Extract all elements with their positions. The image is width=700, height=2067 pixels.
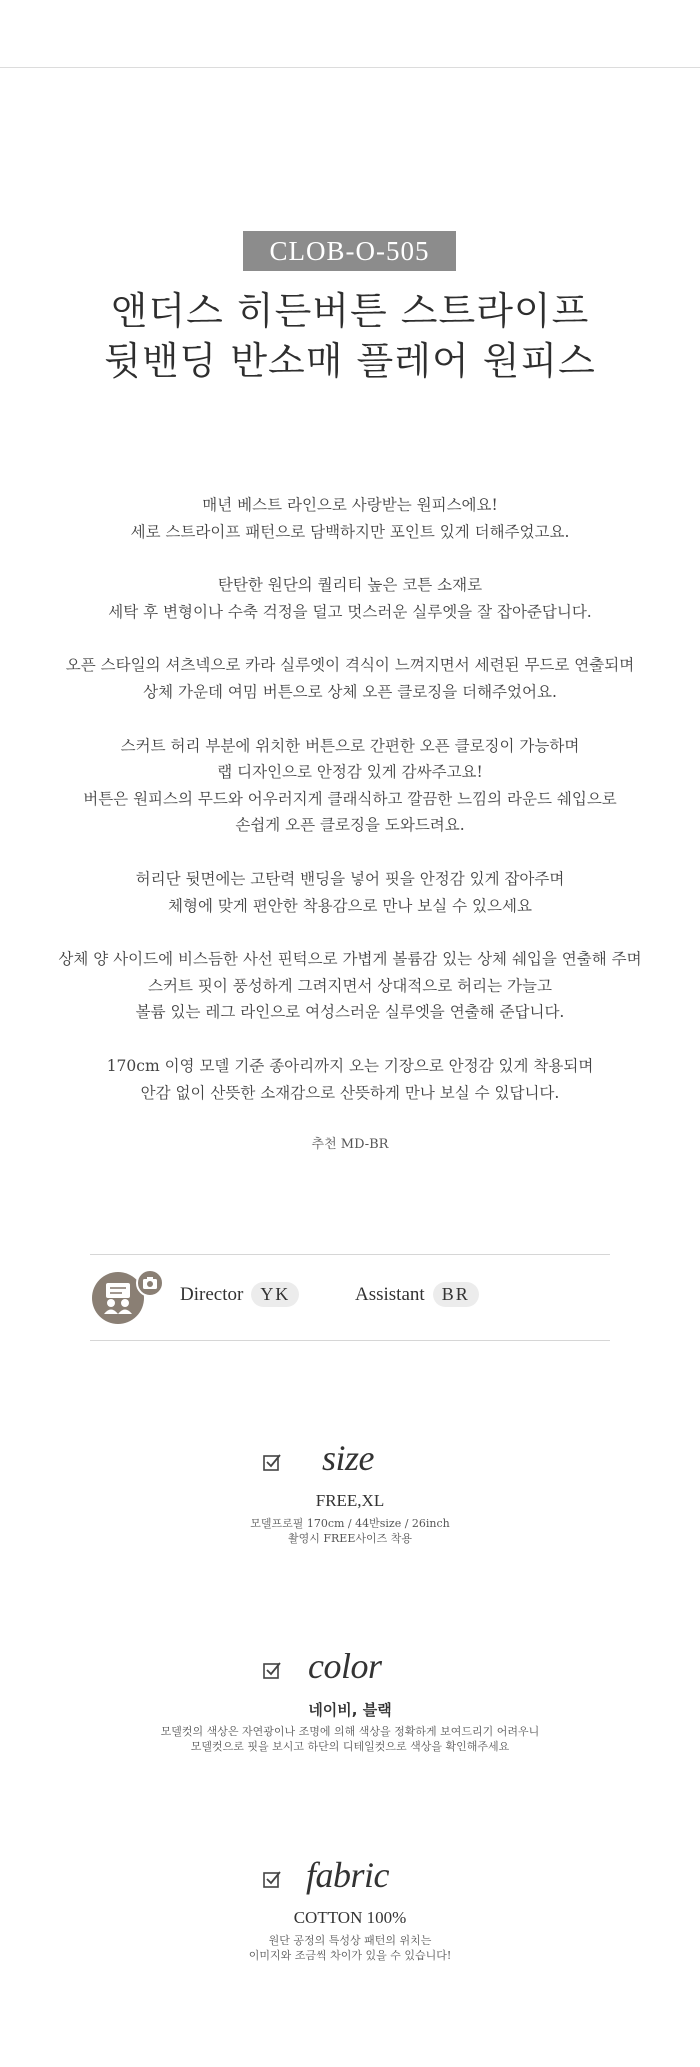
staff-divider-bottom bbox=[90, 1340, 610, 1341]
description-line: 안감 없이 산뜻한 소재감으로 산뜻하게 만나 보실 수 있답니다. bbox=[140, 1083, 560, 1102]
fabric-notes bbox=[0, 1933, 700, 1963]
product-title bbox=[0, 286, 700, 386]
assistant-name: BR bbox=[433, 1282, 479, 1307]
top-divider bbox=[0, 67, 700, 68]
description-paragraph bbox=[0, 946, 700, 1026]
description-line: 상체 양 사이드에 비스듬한 사선 핀턱으로 가볍게 볼륨감 있는 상체 쉐입을 연출해 주며 bbox=[58, 950, 642, 969]
checked-box-icon bbox=[262, 1869, 284, 1891]
assistant-label: Assistant bbox=[355, 1284, 425, 1305]
color-note: 모델컷으로 핏을 보시고 하단의 디테일컷으로 색상을 확인해주세요 bbox=[190, 1740, 510, 1753]
fabric-heading: fabric bbox=[306, 1855, 389, 1895]
description-line: 매년 베스트 라인으로 사랑받는 원피스에요! bbox=[202, 496, 498, 514]
fabric-note: 원단 공정의 특성상 패턴의 위치는 bbox=[268, 1934, 432, 1947]
description-line: 세로 스트라이프 패턴으로 담백하지만 포인트 있게 더해주었고요. bbox=[130, 522, 570, 541]
description-line: 상체 가운데 여밈 버튼으로 상체 오픈 클로징을 더해주었어요. bbox=[143, 682, 557, 701]
description-paragraph bbox=[0, 572, 700, 625]
description-line: 체형에 맞게 편안한 착용감으로 만나 보실 수 있으세요 bbox=[168, 896, 532, 915]
description-line: 스커트 허리 부분에 위치한 버튼으로 간편한 오픈 클로징이 가능하며 bbox=[120, 736, 580, 755]
size-notes bbox=[0, 1516, 700, 1546]
fabric-note: 이미지와 조금씩 차이가 있을 수 있습니다! bbox=[248, 1949, 452, 1962]
description-paragraph bbox=[0, 733, 700, 839]
description-line: 볼륨 있는 레그 라인으로 여성스러운 실루엣을 연출해 준답니다. bbox=[135, 1003, 565, 1022]
color-heading: color bbox=[308, 1646, 382, 1686]
description-line: 170cm 이영 모델 기준 종아리까지 오는 기장으로 안정감 있게 착용되며 bbox=[106, 1056, 594, 1075]
camera-icon bbox=[136, 1269, 164, 1297]
description-paragraph bbox=[0, 1053, 700, 1106]
size-heading: size bbox=[322, 1438, 374, 1478]
director-label: Director bbox=[180, 1284, 244, 1305]
description-line: 오픈 스타일의 셔츠넥으로 카라 실루엣이 격식이 느껴지면서 세련된 무드로 연출되며 bbox=[65, 656, 635, 675]
product-description bbox=[0, 492, 700, 1133]
description-paragraph bbox=[0, 652, 700, 705]
description-line: 세탁 후 변형이나 수축 걱정을 덜고 멋스러운 실루엣을 잘 잡아준답니다. bbox=[108, 602, 592, 621]
description-line: 랩 디자인으로 안정감 있게 감싸주고요! bbox=[217, 763, 483, 782]
color-note: 모델컷의 색상은 자연광이나 조명에 의해 색상을 정확하게 보여드리기 어려우니 bbox=[160, 1725, 540, 1738]
director-info bbox=[180, 1282, 299, 1307]
description-line: 탄탄한 원단의 퀄리티 높은 코튼 소재로 bbox=[217, 576, 483, 595]
description-line: 버튼은 원피스의 무드와 어우러지게 클래식하고 깔끔한 느낌의 라운드 쉐입으로 bbox=[83, 789, 617, 808]
product-title-line: 뒷밴딩 반소매 플레어 원피스 bbox=[104, 339, 596, 383]
description-line: 손쉽게 오픈 클로징을 도와드려요. bbox=[235, 816, 465, 835]
fabric-value: COTTON 100% bbox=[293, 1908, 407, 1927]
size-value: FREE,XL bbox=[315, 1491, 385, 1510]
staff-divider-top bbox=[90, 1254, 610, 1255]
checked-box-icon bbox=[262, 1660, 284, 1682]
product-title-line: 앤더스 히든버튼 스트라이프 bbox=[110, 289, 590, 333]
color-value: 네이비, 블랙 bbox=[308, 1701, 392, 1719]
description-line: 허리단 뒷면에는 고탄력 밴딩을 넣어 핏을 안정감 있게 잡아주며 bbox=[135, 869, 565, 888]
recommend-md: 추천 MD-BR bbox=[311, 1137, 389, 1152]
size-note: 촬영시 FREE사이즈 착용 bbox=[288, 1532, 412, 1545]
product-code-badge: CLOB-O-505 bbox=[243, 231, 456, 271]
director-name: YK bbox=[251, 1282, 299, 1307]
color-notes bbox=[0, 1724, 700, 1754]
checked-box-icon bbox=[262, 1452, 284, 1474]
description-paragraph bbox=[0, 492, 700, 545]
description-paragraph bbox=[0, 866, 700, 919]
description-line: 스커트 핏이 풍성하게 그려지면서 상대적으로 허리는 가늘고 bbox=[148, 976, 552, 995]
assistant-info bbox=[355, 1282, 479, 1307]
size-note: 모델프로필 170cm / 44반size / 26inch bbox=[250, 1517, 450, 1530]
